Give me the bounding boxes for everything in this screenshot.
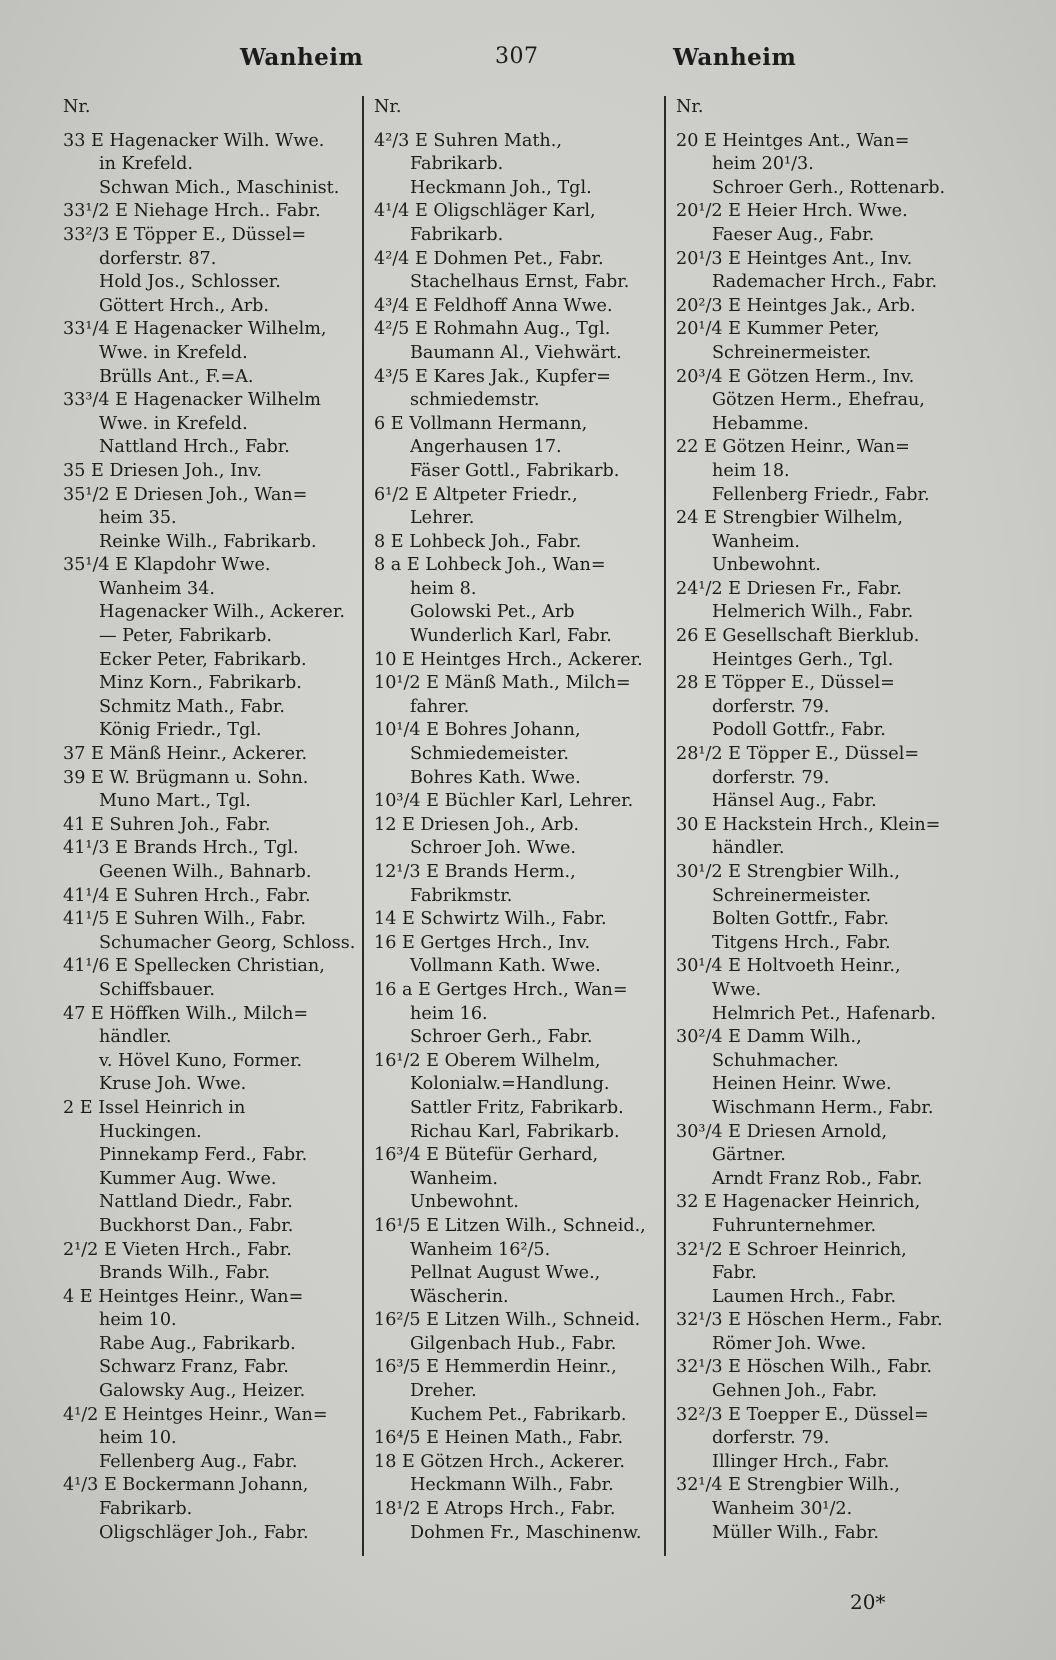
directory-line: Müller Wilh., Fabr. [712, 1522, 879, 1543]
directory-line: Pinnekamp Ferd., Fabr. [99, 1145, 308, 1166]
running-head-right: Wanheim [673, 44, 797, 71]
directory-line: 32 E Hagenacker Heinrich, [676, 1192, 921, 1213]
column-header: Nr. [676, 97, 704, 117]
directory-line: 33³/4 E Hagenacker Wilhelm [63, 390, 321, 411]
directory-line: 30³/4 E Driesen Arnold, [676, 1121, 888, 1142]
directory-line: Fabrikarb. [410, 224, 504, 245]
directory-line: Schreinermeister. [712, 885, 872, 906]
entry-list [676, 130, 976, 1546]
directory-line: Buckhorst Dan., Fabr. [99, 1215, 294, 1236]
directory-line: 16¹/2 E Oberem Wilhelm, [374, 1050, 601, 1071]
directory-line: Arndt Franz Rob., Fabr. [712, 1168, 923, 1189]
directory-line: Römer Joh. Wwe. [712, 1333, 867, 1354]
directory-line: 4³/5 E Kares Jak., Kupfer= [374, 366, 611, 387]
directory-line: 33²/3 E Töpper E., Düssel= [63, 224, 307, 245]
directory-line: 4²/3 E Suhren Math., [374, 130, 562, 151]
directory-line: Titgens Hrch., Fabr. [712, 932, 891, 953]
directory-line: 4³/4 E Feldhoff Anna Wwe. [374, 295, 613, 316]
directory-line: in Krefeld. [99, 154, 193, 175]
directory-line: Illinger Hrch., Fabr. [712, 1451, 890, 1472]
directory-line: Ecker Peter, Fabrikarb. [99, 649, 307, 670]
column-3 [676, 96, 976, 1545]
directory-line: Richau Karl, Fabrikarb. [410, 1121, 620, 1142]
directory-line: 35 E Driesen Joh., Inv. [63, 460, 262, 481]
directory-line: 4²/4 E Dohmen Pet., Fabr. [374, 248, 604, 269]
signature-mark: 20* [850, 1590, 886, 1614]
directory-line: 30¹/4 E Holtvoeth Heinr., [676, 956, 901, 977]
directory-line: Kummer Aug. Wwe. [99, 1168, 277, 1189]
directory-line: Bohres Kath. Wwe. [410, 767, 581, 788]
column-header: Nr. [374, 97, 402, 117]
directory-line: heim 20¹/3. [712, 154, 814, 175]
directory-line: 35¹/2 E Driesen Joh., Wan= [63, 484, 308, 505]
directory-line: Dreher. [410, 1381, 477, 1402]
column-header: Nr. [63, 97, 91, 117]
directory-line: Wischmann Herm., Fabr. [712, 1097, 934, 1118]
directory-line: 4¹/2 E Heintges Heinr., Wan= [63, 1404, 328, 1425]
directory-line: Fellenberg Aug., Fabr. [99, 1451, 298, 1472]
directory-line: 22 E Götzen Heinr., Wan= [676, 437, 910, 458]
directory-line: Wäscherin. [410, 1286, 509, 1307]
directory-line: Schroer Gerh., Rottenarb. [712, 177, 946, 198]
directory-line: Heintges Gerh., Tgl. [712, 649, 894, 670]
directory-line: Helmerich Wilh., Fabr. [712, 602, 914, 623]
directory-line: Göttert Hrch., Arb. [99, 295, 269, 316]
directory-line: Heckmann Joh., Tgl. [410, 177, 592, 198]
directory-line: Huckingen. [99, 1121, 202, 1142]
directory-line: 6¹/2 E Altpeter Friedr., [374, 484, 578, 505]
directory-line: Gehnen Joh., Fabr. [712, 1381, 878, 1402]
directory-line: 41 E Suhren Joh., Fabr. [63, 814, 271, 835]
directory-line: Gärtner. [712, 1145, 786, 1166]
directory-line: 10¹/2 E Mänß Math., Milch= [374, 673, 631, 694]
directory-line: 12¹/3 E Brands Herm., [374, 862, 576, 882]
directory-line: Wunderlich Karl, Fabr. [410, 626, 612, 647]
directory-line: Fäser Gottl., Fabrikarb. [410, 460, 620, 481]
directory-line: Lehrer. [410, 508, 475, 529]
directory-line: Podoll Gottfr., Fabr. [712, 720, 886, 741]
directory-line: Golowski Pet., Arb [410, 602, 575, 623]
directory-line: Unbewohnt. [712, 555, 821, 576]
directory-line: Galowsky Aug., Heizer. [99, 1381, 306, 1402]
directory-line: 4²/5 E Rohmahn Aug., Tgl. [374, 319, 611, 340]
directory-line: v. Hövel Kuno, Former. [99, 1050, 303, 1071]
directory-line: Schwarz Franz, Fabr. [99, 1357, 289, 1378]
column-1 [63, 96, 363, 1545]
directory-line: 18 E Götzen Hrch., Ackerer. [374, 1451, 625, 1472]
directory-line: 16 a E Gertges Hrch., Wan= [374, 979, 628, 1000]
directory-line: heim 8. [410, 578, 477, 599]
directory-line: 32¹/3 E Höschen Herm., Fabr. [676, 1310, 943, 1331]
directory-line: heim 18. [712, 460, 790, 481]
directory-line: Fabr. [712, 1263, 757, 1284]
directory-line: Fabrikarb. [99, 1499, 193, 1520]
directory-line: heim 35. [99, 508, 177, 529]
directory-line: Götzen Herm., Ehefrau, [712, 390, 925, 411]
directory-line: Wanheim. [712, 531, 801, 552]
directory-line: 4 E Heintges Heinr., Wan= [63, 1286, 304, 1307]
directory-line: 24¹/2 E Driesen Fr., Fabr. [676, 578, 902, 599]
directory-line: Pellnat August Wwe., [410, 1263, 601, 1284]
directory-line: Schumacher Georg, Schloss. [99, 932, 356, 953]
directory-line: 16⁴/5 E Heinen Math., Fabr. [374, 1428, 624, 1449]
directory-line: 2¹/2 E Vieten Hrch., Fabr. [63, 1239, 292, 1260]
directory-line: 41¹/3 E Brands Hrch., Tgl. [63, 838, 299, 859]
directory-line: 8 E Lohbeck Joh., Fabr. [374, 531, 582, 552]
directory-line: 35¹/4 E Klapdohr Wwe. [63, 555, 271, 576]
directory-line: Fabrikarb. [410, 154, 504, 175]
directory-line: dorferstr. 79. [712, 696, 830, 717]
directory-line: 32¹/3 E Höschen Wilh., Fabr. [676, 1357, 933, 1378]
directory-line: Fuhrunternehmer. [712, 1215, 877, 1236]
directory-line: 20¹/3 E Heintges Ant., Inv. [676, 248, 913, 269]
directory-line: 20 E Heintges Ant., Wan= [676, 130, 910, 151]
directory-line: Angerhausen 17. [410, 437, 562, 458]
directory-line: 20¹/4 E Kummer Peter, [676, 319, 880, 340]
directory-line: 32¹/4 E Strengbier Wilh., [676, 1475, 900, 1496]
directory-line: 37 E Mänß Heinr., Ackerer. [63, 744, 308, 765]
directory-line: Kuchem Pet., Fabrikarb. [410, 1404, 627, 1425]
directory-line: heim 10. [99, 1310, 177, 1331]
directory-line: 47 E Höffken Wilh., Milch= [63, 1003, 309, 1024]
directory-line: Sattler Fritz, Fabrikarb. [410, 1097, 624, 1118]
directory-line: 4¹/4 E Oligschläger Karl, [374, 201, 596, 222]
directory-line: 10³/4 E Büchler Karl, Lehrer. [374, 791, 634, 812]
directory-line: Wanheim 30¹/2. [712, 1499, 853, 1520]
directory-line: 41¹/4 E Suhren Hrch., Fabr. [63, 885, 311, 906]
directory-line: 39 E W. Brügmann u. Sohn. [63, 767, 309, 788]
directory-line: Brülls Ant., F.=A. [99, 366, 254, 387]
directory-line: Hold Jos., Schlosser. [99, 272, 281, 293]
directory-line: Wanheim. [410, 1168, 499, 1189]
directory-line: 28¹/2 E Töpper E., Düssel= [676, 744, 920, 765]
directory-line: 4¹/3 E Bockermann Johann, [63, 1475, 309, 1496]
directory-line: 20³/4 E Götzen Herm., Inv. [676, 366, 915, 387]
directory-line: 14 E Schwirtz Wilh., Fabr. [374, 909, 607, 930]
directory-line: 33¹/4 E Hagenacker Wilhelm, [63, 319, 327, 340]
directory-line: 18¹/2 E Atrops Hrch., Fabr. [374, 1499, 616, 1520]
directory-line: händler. [99, 1027, 172, 1048]
directory-line: dorferstr. 79. [712, 1428, 830, 1449]
directory-line: 16³/4 E Bütefür Gerhard, [374, 1145, 599, 1166]
directory-line: Schwan Mich., Maschinist. [99, 177, 340, 198]
directory-line: Unbewohnt. [410, 1192, 519, 1213]
directory-line: 32¹/2 E Schroer Heinrich, [676, 1239, 907, 1260]
directory-line: Minz Korn., Fabrikarb. [99, 673, 302, 694]
directory-line: Kolonialw.=Handlung. [410, 1074, 610, 1095]
directory-line: heim 16. [410, 1003, 488, 1024]
directory-line: Schmiedemeister. [410, 744, 569, 765]
directory-line: Rabe Aug., Fabrikarb. [99, 1333, 296, 1354]
directory-line: 28 E Töpper E., Düssel= [676, 673, 895, 694]
directory-line: Baumann Al., Viehwärt. [410, 342, 622, 363]
directory-line: 20¹/2 E Heier Hrch. Wwe. [676, 201, 908, 222]
directory-line: 30 E Hackstein Hrch., Klein= [676, 814, 941, 835]
directory-line: 2 E Issel Heinrich in [63, 1097, 246, 1118]
directory-line: Schreinermeister. [712, 342, 872, 363]
directory-line: 20²/3 E Heintges Jak., Arb. [676, 295, 916, 316]
directory-line: 16 E Gertges Hrch., Inv. [374, 932, 591, 953]
directory-line: Nattland Diedr., Fabr. [99, 1192, 293, 1213]
directory-line: Vollmann Kath. Wwe. [410, 956, 601, 977]
directory-line: 33¹/2 E Niehage Hrch.. Fabr. [63, 201, 321, 222]
directory-line: — Peter, Fabrikarb. [99, 626, 273, 647]
directory-line: Hänsel Aug., Fabr. [712, 791, 877, 812]
directory-line: Nattland Hrch., Fabr. [99, 437, 290, 458]
directory-line: König Friedr., Tgl. [99, 720, 262, 741]
directory-line: 32²/3 E Toepper E., Düssel= [676, 1404, 929, 1425]
directory-line: Wwe. [712, 979, 762, 1000]
directory-line: 16²/5 E Litzen Wilh., Schneid. [374, 1310, 641, 1331]
directory-line: Oligschläger Joh., Fabr. [99, 1522, 309, 1543]
directory-line: fahrer. [410, 696, 470, 717]
directory-line: Schiffsbauer. [99, 979, 215, 1000]
directory-line: 30²/4 E Damm Wilh., [676, 1027, 862, 1048]
directory-line: Hagenacker Wilh., Ackerer. [99, 602, 345, 623]
directory-line: 41¹/6 E Spellecken Christian, [63, 956, 325, 977]
directory-line: 24 E Strengbier Wilhelm, [676, 508, 903, 529]
directory-line: Rademacher Hrch., Fabr. [712, 272, 938, 293]
directory-line: 30¹/2 E Strengbier Wilh., [676, 862, 900, 882]
directory-line: Schroer Gerh., Fabr. [410, 1027, 593, 1048]
directory-line: 8 a E Lohbeck Joh., Wan= [374, 555, 606, 576]
directory-line: Fabrikmstr. [410, 885, 513, 906]
directory-line: Kruse Joh. Wwe. [99, 1074, 247, 1095]
page-number: 307 [495, 44, 539, 69]
running-head-left: Wanheim [240, 44, 364, 71]
directory-line: Wanheim 34. [99, 578, 215, 599]
directory-line: Heckmann Wilh., Fabr. [410, 1475, 614, 1496]
directory-line: schmiedemstr. [410, 390, 540, 411]
directory-line: Heinen Heinr. Wwe. [712, 1074, 892, 1095]
directory-line: 10¹/4 E Bohres Johann, [374, 720, 581, 741]
directory-line: 16³/5 E Hemmerdin Heinr., [374, 1357, 617, 1378]
directory-line: Wanheim 16²/5. [410, 1239, 551, 1260]
directory-line: Fellenberg Friedr., Fabr. [712, 484, 930, 505]
directory-line: Schuhmacher. [712, 1050, 839, 1071]
directory-line: Wwe. in Krefeld. [99, 342, 248, 363]
directory-line: heim 10. [99, 1428, 177, 1449]
entry-list [374, 130, 674, 1546]
directory-line: 16¹/5 E Litzen Wilh., Schneid., [374, 1215, 646, 1236]
directory-line: 41¹/5 E Suhren Wilh., Fabr. [63, 909, 307, 930]
directory-line: Hebamme. [712, 413, 809, 434]
directory-line: Muno Mart., Tgl. [99, 791, 251, 812]
directory-line: 10 E Heintges Hrch., Ackerer. [374, 649, 643, 670]
directory-line: dorferstr. 79. [712, 767, 830, 788]
directory-line: Geenen Wilh., Bahnarb. [99, 862, 312, 882]
directory-line: Stachelhaus Ernst, Fabr. [410, 272, 630, 293]
directory-line: 26 E Gesellschaft Bierklub. [676, 626, 920, 647]
directory-line: Helmrich Pet., Hafenarb. [712, 1003, 937, 1024]
directory-line: Bolten Gottfr., Fabr. [712, 909, 889, 930]
directory-line: Brands Wilh., Fabr. [99, 1263, 271, 1284]
directory-line: Faeser Aug., Fabr. [712, 224, 875, 245]
directory-line: Dohmen Fr., Maschinenw. [410, 1522, 642, 1543]
directory-line: dorferstr. 87. [99, 248, 217, 269]
directory-line: händler. [712, 838, 785, 859]
column-2 [374, 96, 674, 1545]
directory-line: Schroer Joh. Wwe. [410, 838, 576, 859]
directory-line: Gilgenbach Hub., Fabr. [410, 1333, 617, 1354]
directory-line: 6 E Vollmann Hermann, [374, 413, 588, 434]
directory-line: 12 E Driesen Joh., Arb. [374, 814, 580, 835]
entry-list [63, 130, 363, 1546]
directory-line: 33 E Hagenacker Wilh. Wwe. [63, 130, 325, 151]
directory-line: Reinke Wilh., Fabrikarb. [99, 531, 317, 552]
directory-line: Laumen Hrch., Fabr. [712, 1286, 897, 1307]
directory-line: Schmitz Math., Fabr. [99, 696, 285, 717]
directory-line: Wwe. in Krefeld. [99, 413, 248, 434]
